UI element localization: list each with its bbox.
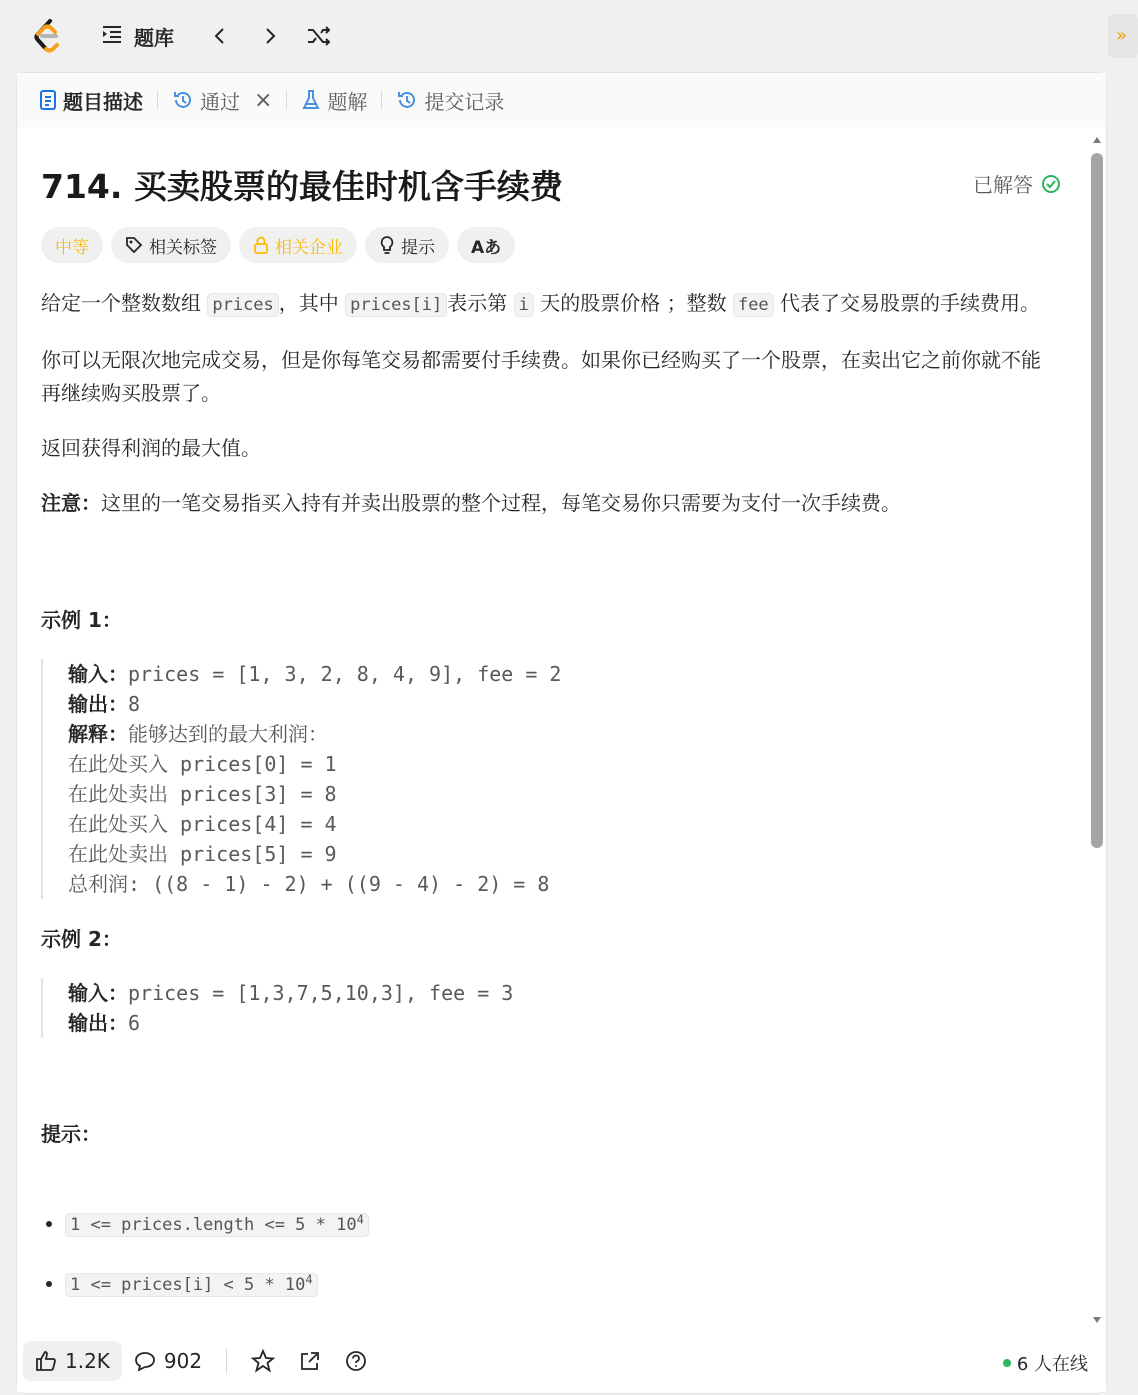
constraint-code — [65, 1273, 318, 1297]
description-paragraph — [41, 287, 1051, 322]
side-panel-tab-glyph: » — [1116, 25, 1128, 46]
explanation-line: 在此处买入 prices[0] = 1 — [68, 752, 337, 776]
scroll-down-arrow-icon — [1091, 1315, 1103, 1325]
problem-bank-label: 题库 — [134, 25, 174, 50]
difficulty-badge: 中等 — [41, 227, 103, 263]
tab-accepted-label: 通过 — [200, 89, 240, 114]
favorite-button[interactable] — [239, 1341, 287, 1381]
text: ，其中 — [278, 291, 346, 315]
related-companies-label: 相关企业 — [275, 237, 343, 258]
example-output: 6 — [128, 1011, 141, 1035]
like-count: 1.2K — [65, 1349, 110, 1373]
lock-icon — [253, 236, 269, 254]
like-button[interactable] — [23, 1341, 122, 1381]
explanation-line: 总利润: ((8 - 1) - 2) + ((9 - 4) - 2) = 8 — [68, 872, 550, 896]
solved-status-label: 已解答 — [973, 173, 1033, 197]
online-count: 6 人在线 — [1016, 1354, 1088, 1375]
panel-footer — [17, 1330, 1106, 1392]
tab-divider — [381, 91, 382, 109]
note-label: 注意： — [41, 491, 101, 515]
shuffle-icon — [306, 25, 332, 47]
problem-list-button[interactable] — [100, 22, 174, 50]
question-circle-icon — [345, 1350, 367, 1372]
constraint-item — [65, 1203, 1051, 1242]
scrollbar-thumb[interactable] — [1091, 153, 1103, 848]
constraints-title: 提示： — [41, 1122, 101, 1146]
output-label: 输出： — [68, 692, 128, 716]
related-companies-button[interactable] — [239, 227, 357, 263]
tab-submissions-label: 提交记录 — [424, 89, 505, 114]
tab-divider — [286, 91, 287, 109]
problem-description — [41, 287, 1051, 1385]
problem-title[interactable]: 714. 买卖股票的最佳时机含手续费 — [41, 167, 563, 206]
external-link-icon — [299, 1350, 321, 1372]
inline-code: prices — [207, 293, 278, 317]
problem-content — [17, 127, 1087, 1327]
panel-tabs — [17, 73, 1106, 127]
top-nav — [0, 0, 1128, 72]
share-button[interactable] — [287, 1341, 333, 1381]
tab-solutions-label: 题解 — [327, 89, 368, 114]
tab-accepted[interactable] — [168, 80, 276, 120]
lightbulb-icon — [379, 235, 395, 255]
constraint-code — [65, 1213, 369, 1237]
help-button[interactable] — [333, 1341, 379, 1381]
input-label: 输入： — [68, 662, 128, 686]
text: 给定一个整数数组 — [41, 291, 208, 315]
text: 代表了交易股票的手续费用。 — [773, 291, 1041, 315]
online-status — [1003, 1350, 1088, 1376]
footer-divider — [226, 1348, 227, 1374]
chevron-left-icon — [210, 26, 230, 46]
solved-status — [973, 169, 1061, 198]
example-input: prices = [1,3,7,5,10,3], fee = 3 — [128, 981, 514, 1005]
close-tab-icon[interactable]: × — [254, 87, 273, 113]
constraint-text: 1 <= prices.length <= 5 * 10 — [70, 1214, 357, 1235]
comment-icon — [134, 1350, 156, 1372]
explanation-line: 在此处卖出 prices[3] = 8 — [68, 782, 337, 806]
inline-code: prices[i] — [345, 293, 447, 317]
leetcode-logo-icon[interactable] — [30, 18, 64, 54]
online-dot-icon — [1003, 1359, 1011, 1367]
note-paragraph — [41, 487, 1051, 520]
text: 表示第 — [447, 291, 514, 315]
tab-divider — [157, 91, 158, 109]
translate-icon: Aあ — [471, 237, 502, 258]
description-paragraph: 返回获得利润的最大值。 — [41, 436, 261, 460]
side-panel-tab[interactable] — [1108, 14, 1138, 58]
tab-solutions[interactable] — [297, 80, 371, 120]
example-input: prices = [1, 3, 2, 8, 4, 9], fee = 2 — [128, 662, 562, 686]
tag-icon — [125, 236, 143, 254]
input-label: 输入： — [68, 981, 128, 1005]
tag-row — [41, 227, 515, 263]
description-paragraph: 你可以无限次地完成交易，但是你每笔交易都需要付手续费。如果你已经购买了一个股票，在卖出它之前你就不能再继续购买股票了。 — [41, 348, 1041, 405]
next-problem-button[interactable] — [256, 22, 284, 50]
constraint-text: 1 <= prices[i] < 5 * 10 — [70, 1275, 306, 1296]
explanation-line: 在此处卖出 prices[5] = 9 — [68, 842, 337, 866]
history-icon — [396, 89, 418, 111]
constraint-item — [65, 1264, 1051, 1303]
random-problem-button[interactable] — [305, 22, 333, 50]
content-scrollbar[interactable] — [1089, 135, 1103, 1330]
title-row — [41, 161, 1061, 205]
explanation-line: 在此处买入 prices[4] = 4 — [68, 812, 337, 836]
history-icon — [172, 89, 194, 111]
explanation-label: 解释： — [68, 722, 128, 746]
tab-submissions[interactable] — [392, 80, 508, 120]
inline-code: fee — [733, 293, 774, 317]
related-tags-button[interactable] — [111, 227, 231, 263]
prev-problem-button[interactable] — [206, 22, 234, 50]
example-2-block — [41, 978, 1051, 1038]
exponent: 4 — [305, 1272, 313, 1287]
example-2-title: 示例 2： — [41, 927, 122, 951]
example-1-block — [41, 659, 1051, 899]
inline-code: i — [514, 293, 534, 317]
chevron-right-icon — [260, 26, 280, 46]
tab-description-label: 题目描述 — [63, 89, 143, 114]
example-output: 8 — [128, 692, 141, 716]
text: 天的股票价格 ；整数 — [533, 291, 733, 315]
hint-button[interactable] — [365, 227, 449, 263]
explanation-line: 能够达到的最大利润： — [128, 722, 328, 746]
check-circle-icon — [1041, 174, 1061, 194]
exponent: 4 — [356, 1212, 364, 1226]
translate-button[interactable] — [457, 227, 515, 263]
output-label: 输出： — [68, 1011, 128, 1035]
comments-button[interactable] — [122, 1341, 214, 1381]
flask-icon — [301, 89, 321, 111]
star-icon — [251, 1349, 275, 1373]
tab-description[interactable] — [35, 80, 147, 120]
problem-panel — [16, 72, 1107, 1394]
example-1-title: 示例 1： — [41, 608, 122, 632]
thumbs-up-icon — [35, 1350, 57, 1372]
related-tags-label: 相关标签 — [149, 237, 217, 258]
list-indent-icon — [100, 22, 124, 50]
note-text: 这里的一笔交易指买入持有并卖出股票的整个过程，每笔交易你只需要为支付一次手续费。 — [101, 491, 901, 515]
comment-count: 902 — [163, 1349, 203, 1373]
scroll-up-arrow-icon — [1091, 135, 1103, 145]
hint-label: 提示 — [401, 237, 435, 258]
document-icon — [39, 90, 57, 110]
